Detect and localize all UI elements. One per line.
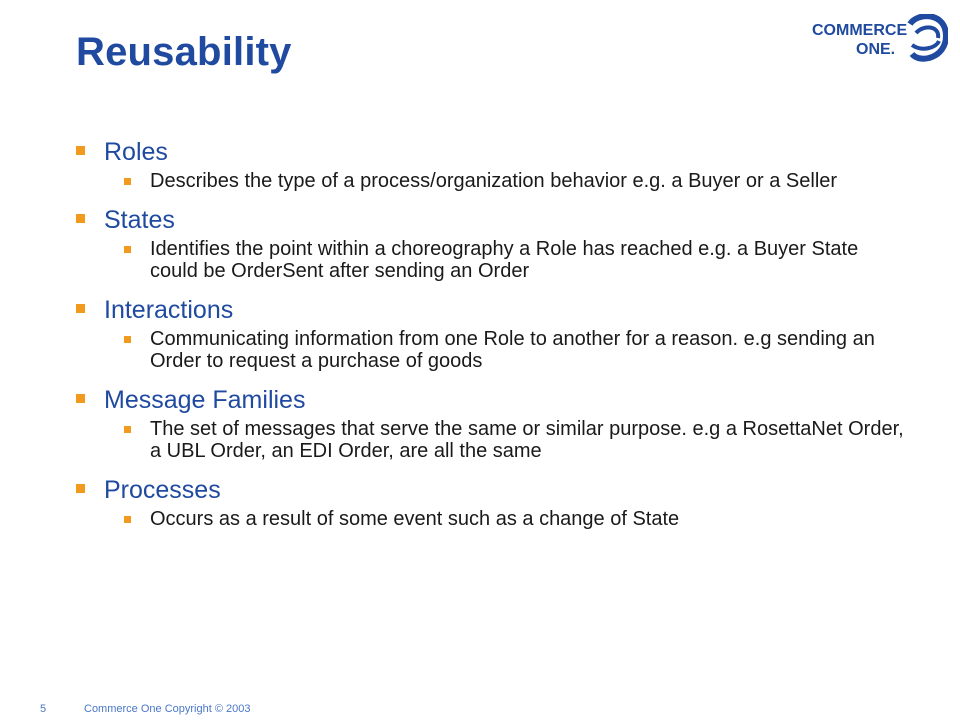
square-bullet-icon (76, 146, 85, 155)
heading-row (76, 384, 906, 416)
item-heading: Roles (104, 138, 168, 166)
detail-row (124, 238, 906, 282)
page-number: 5 (40, 703, 47, 715)
square-bullet-icon (76, 394, 85, 403)
square-bullet-icon (124, 336, 131, 343)
item-detail: Identifies the point within a choreography a Role has reached e.g. a Buyer State could be OrderSent after sending an Order (150, 238, 859, 282)
logo-text-one: ONE. (856, 41, 896, 58)
square-bullet-icon (76, 304, 85, 313)
square-bullet-icon (76, 214, 85, 223)
item-heading: Processes (104, 476, 221, 504)
detail-row (124, 418, 906, 462)
square-bullet-icon (124, 178, 131, 185)
list-item (76, 294, 906, 372)
list-item (76, 474, 906, 530)
square-bullet-icon (124, 426, 131, 433)
list-item (76, 384, 906, 462)
list-item (76, 204, 906, 282)
square-bullet-icon (76, 484, 85, 493)
logo-text-commerce: COMMERCE (812, 22, 908, 39)
square-bullet-icon (124, 516, 131, 523)
heading-row (76, 204, 906, 236)
globe-icon (910, 16, 946, 59)
heading-row (76, 474, 906, 506)
square-bullet-icon (124, 246, 131, 253)
heading-row (76, 294, 906, 326)
item-detail: Describes the type of a process/organization behavior e.g. a Buyer or a Seller (150, 170, 838, 192)
bullet-list (76, 136, 906, 542)
item-detail: Communicating information from one Role to another for a reason. e.g sending an Order to request a purchase of goods (150, 328, 875, 372)
item-heading: Message Families (104, 386, 306, 414)
item-detail: Occurs as a result of some event such as a change of State (150, 508, 680, 530)
detail-row (124, 328, 906, 372)
item-detail: The set of messages that serve the same or similar purpose. e.g a RosettaNet Order, a UBL Order, an EDI Order, are all the same (150, 418, 904, 462)
copyright-text: Commerce One Copyright © 2003 (84, 703, 251, 715)
detail-row (124, 508, 906, 530)
commerce-one-logo (812, 14, 948, 64)
item-heading: Interactions (104, 296, 234, 324)
detail-row (124, 170, 906, 192)
slide-title: Reusability (76, 30, 292, 74)
item-heading: States (104, 206, 175, 234)
list-item (76, 136, 906, 192)
heading-row (76, 136, 906, 168)
